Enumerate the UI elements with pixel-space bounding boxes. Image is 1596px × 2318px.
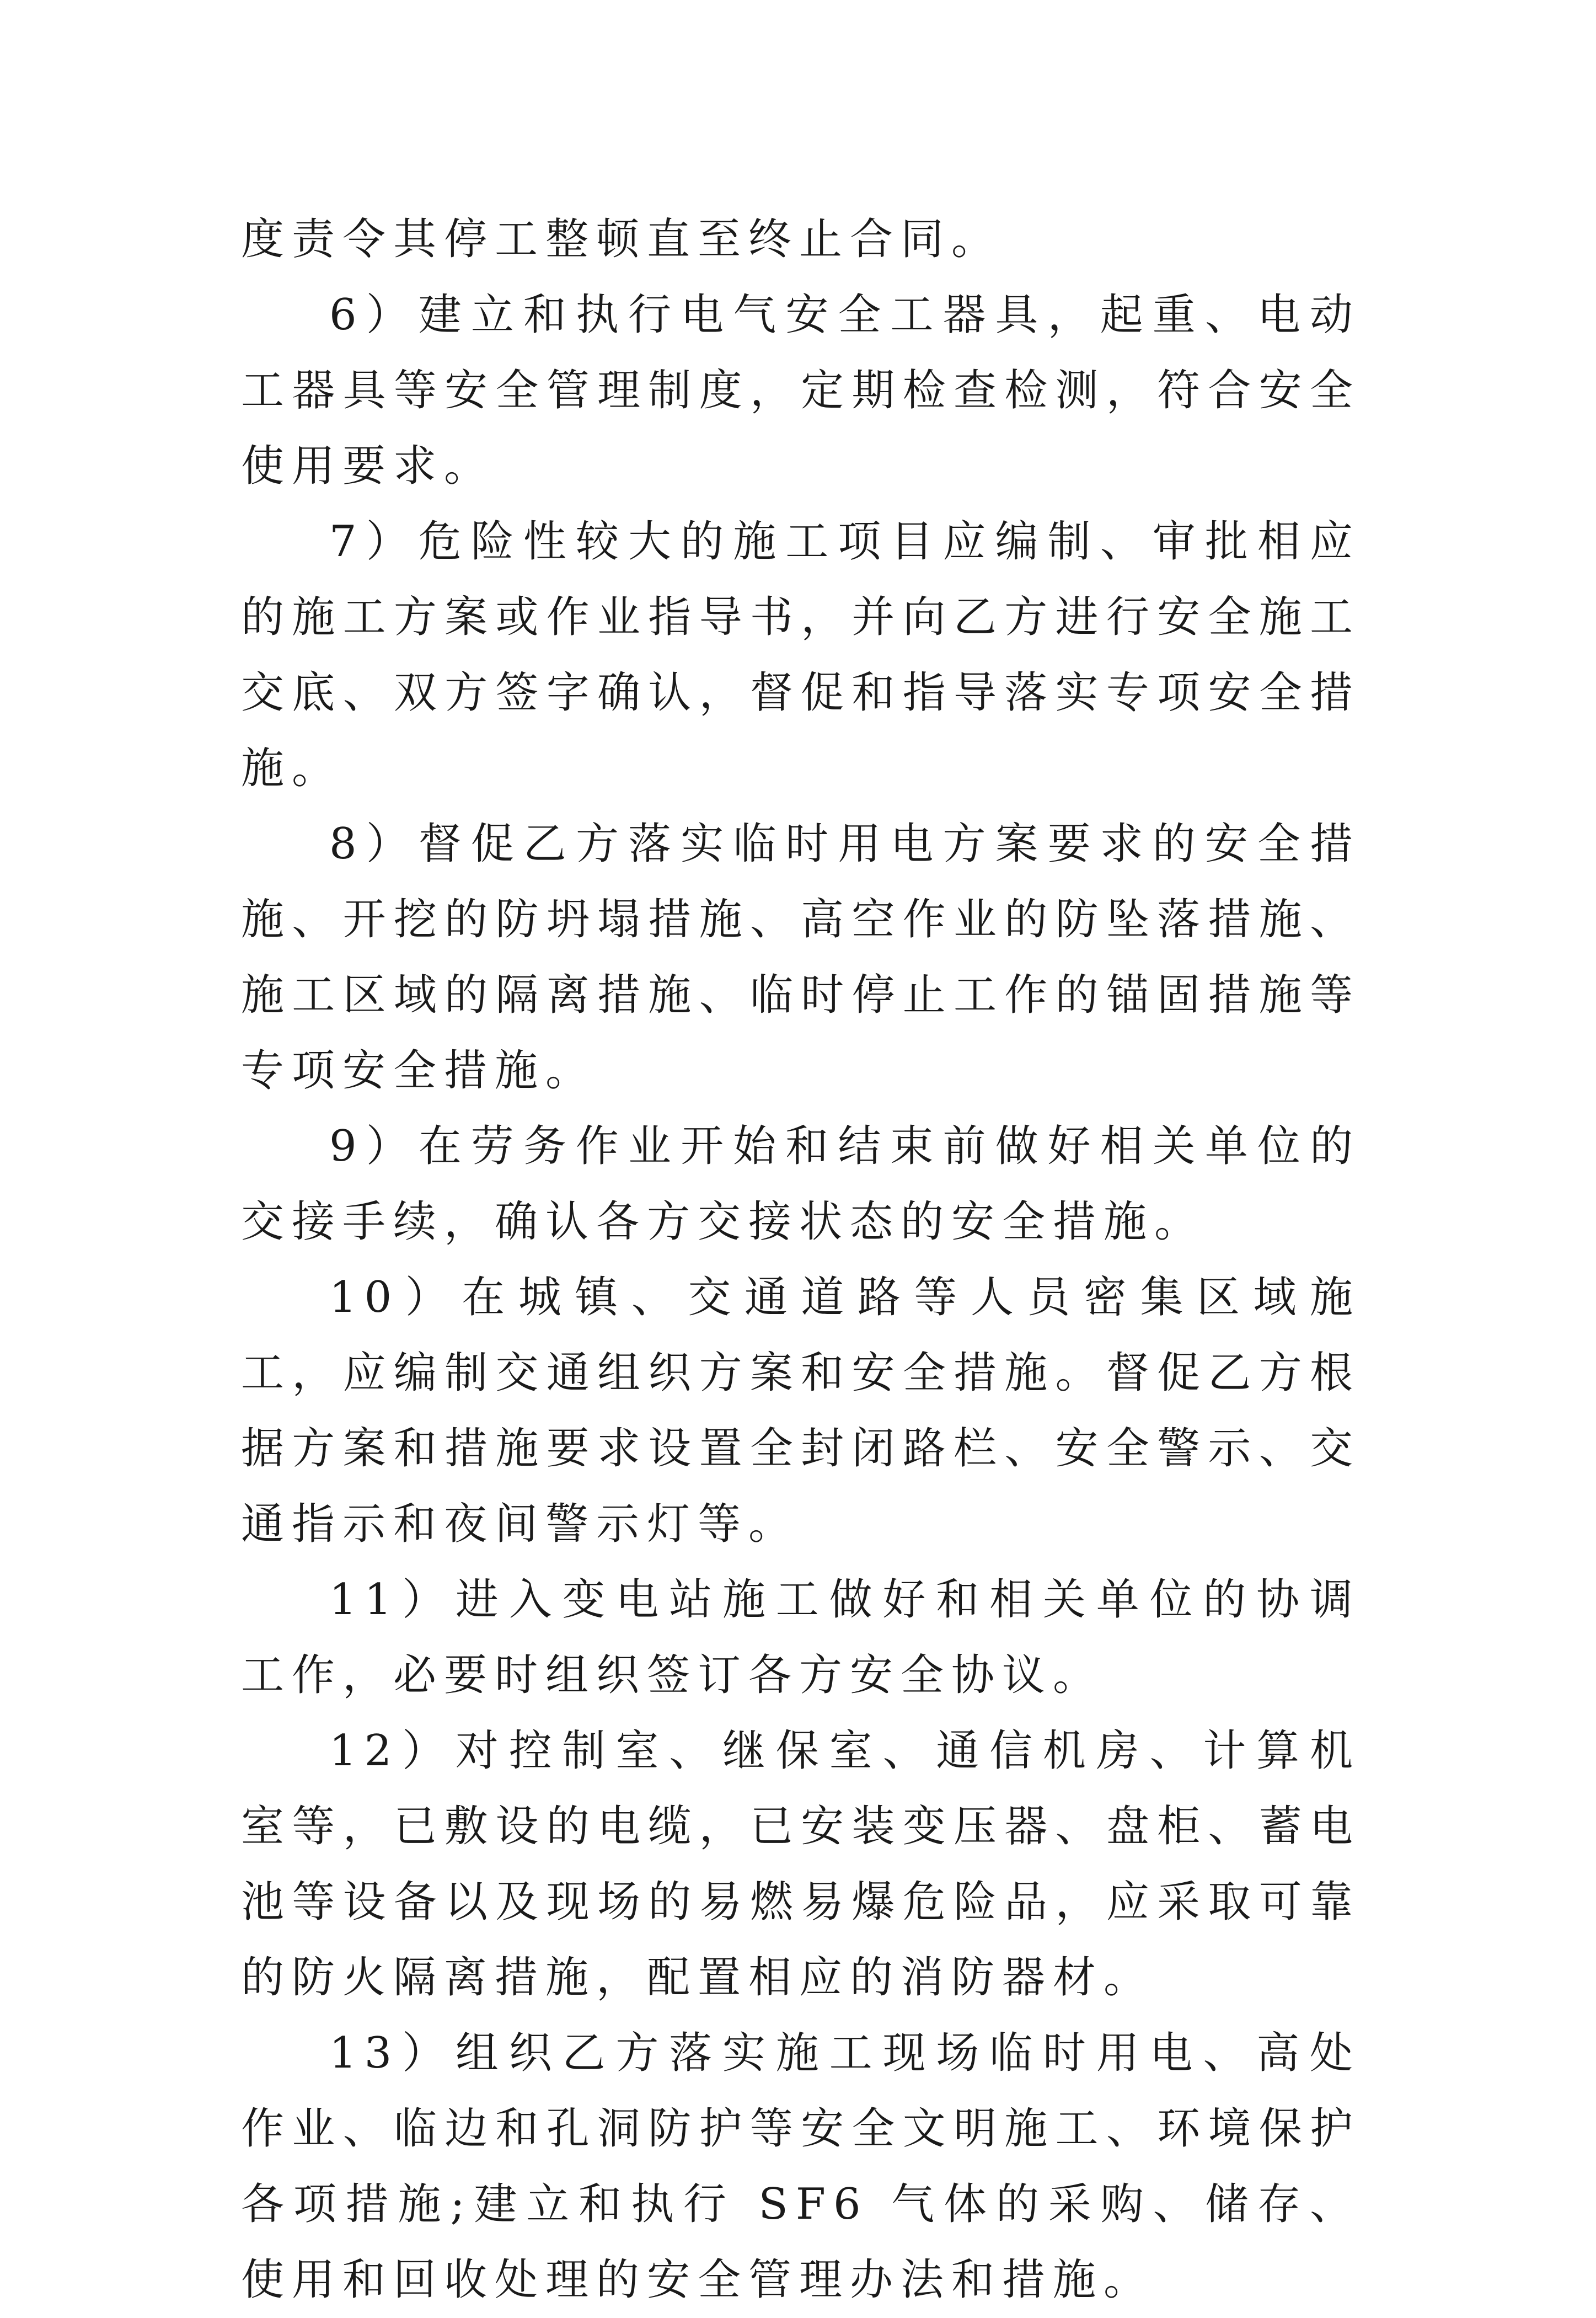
paragraph-item-6: 6）建立和执行电气安全工器具，起重、电动工器具等安全管理制度，定期检查检测，符合安全使用要求。 bbox=[241, 290, 1361, 491]
paragraph-item-9: 9）在劳务作业开始和结束前做好相关单位的交接手续，确认各方交接状态的安全措施。 bbox=[241, 1121, 1361, 1247]
document-body bbox=[241, 202, 1361, 2318]
paragraph-item-11: 11）进入变电站施工做好和相关单位的协调工作，必要时组织签订各方安全协议。 bbox=[241, 1575, 1361, 1700]
paragraph-item-8: 8）督促乙方落实临时用电方案要求的安全措施、开挖的防坍塌措施、高空作业的防坠落措施、施工区域的隔离措施、临时停止工作的锚固措施等专项安全措施。 bbox=[241, 819, 1361, 1096]
paragraph-item-7: 7）危险性较大的施工项目应编制、审批相应的施工方案或作业指导书，并向乙方进行安全施工交底、双方签字确认，督促和指导落实专项安全措施。 bbox=[241, 517, 1361, 793]
paragraph-item-10: 10）在城镇、交通道路等人员密集区域施工，应编制交通组织方案和安全措施。督促乙方根据方案和措施要求设置全封闭路栏、安全警示、交通指示和夜间警示灯等。 bbox=[241, 1273, 1361, 1549]
paragraph-item-12: 12）对控制室、继保室、通信机房、计算机室等，已敷设的电缆，已安装变压器、盘柜、蓄电池等设备以及现场的易燃易爆危险品，应采取可靠的防火隔离措施，配置相应的消防器材。 bbox=[241, 1726, 1361, 2002]
paragraph-continuation: 度责令其停工整顿直至终止合同。 bbox=[241, 215, 1003, 264]
paragraph-item-13: 13）组织乙方落实施工现场临时用电、高处作业、临边和孔洞防护等安全文明施工、环境保护各项措施;建立和执行 SF6 气体的采购、储存、使用和回收处理的安全管理办法和措施。 bbox=[241, 2028, 1361, 2305]
